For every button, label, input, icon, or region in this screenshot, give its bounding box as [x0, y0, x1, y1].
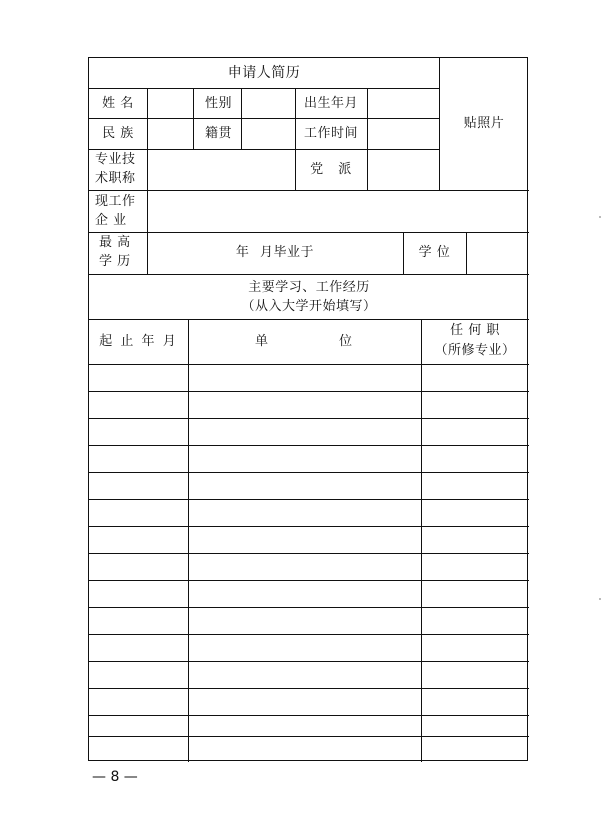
scan-speck: [599, 598, 601, 600]
page-number: — 8 —: [92, 769, 138, 785]
gender-label: 性别: [205, 96, 233, 111]
degree-label: 学 位: [418, 245, 451, 260]
birth-date-label: 出生年月: [304, 96, 359, 111]
history-subheading: （从入大学开始填写）: [241, 299, 377, 314]
native-place-label: 籍贯: [205, 126, 233, 141]
column-header-unit-char1: 单: [255, 334, 269, 349]
column-header-position-line2: （所修专业）: [434, 343, 516, 358]
graduation-text: 年 月毕业于: [235, 245, 315, 260]
professional-title-label-line1: 专业技: [95, 152, 136, 167]
current-company-label-line1: 现工作: [95, 194, 136, 209]
scan-speck: [599, 216, 601, 218]
party-label: 党 派: [310, 162, 352, 177]
column-header-unit-char2: 位: [339, 334, 353, 349]
column-header-period: 起 止 年 月: [99, 334, 178, 349]
education-label-line1: 最 高: [99, 235, 131, 250]
history-heading: 主要学习、工作经历: [248, 280, 370, 295]
ethnicity-label: 民 族: [102, 126, 134, 141]
column-header-position-line1: 任 何 职: [450, 323, 500, 338]
current-company-label-line2: 企 业: [95, 213, 127, 228]
form-title: 申请人简历: [227, 65, 301, 81]
professional-title-label-line2: 术职称: [95, 171, 136, 186]
work-start-label: 工作时间: [304, 126, 359, 141]
resume-form-table: [88, 57, 528, 761]
name-label: 姓 名: [102, 96, 134, 111]
education-label-line2: 学 历: [99, 254, 131, 269]
photo-placeholder-label: 贴照片: [463, 116, 505, 131]
